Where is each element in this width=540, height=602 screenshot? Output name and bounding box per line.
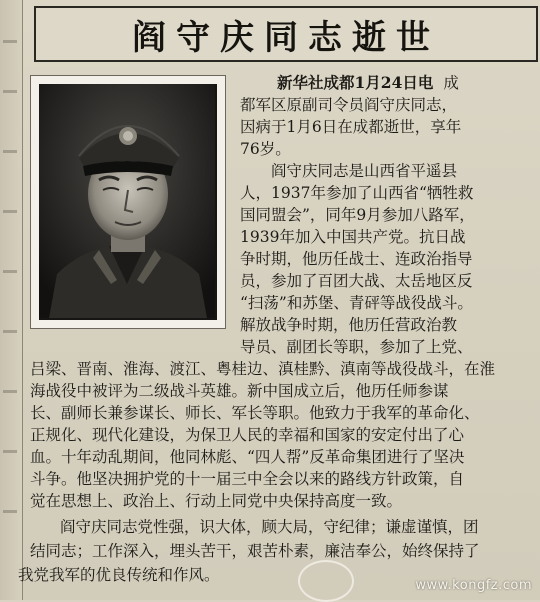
- body-line-13: 导员、副团长等职，参加了上党、: [240, 338, 473, 356]
- body-line-21: 阎守庆同志党性强，识大体，顾大局，守纪律；谦虚谨慎，团: [60, 518, 479, 536]
- body-line-1: 成: [443, 74, 459, 92]
- body-line-23: 我党我军的优良传统和作风。: [18, 566, 220, 584]
- body-line-9: 争时期，他历任战士、连政治指导: [240, 250, 473, 268]
- headline-frame: [34, 6, 538, 62]
- headline: 阎守庆同志逝世: [132, 17, 440, 58]
- watermark: www.kongfz.com: [415, 578, 532, 593]
- adjacent-column-edge: [0, 0, 23, 600]
- watermark-seal: [298, 560, 354, 602]
- body-line-14: 吕梁、晋南、淮海、渡江、粤桂边、滇桂黔、滇南等战役战斗，在淮: [30, 360, 496, 378]
- body-line-11: “扫荡”和苏堡、青砰等战役战斗。: [240, 294, 473, 312]
- body-line-3: 因病于1月6日在成都逝世，享年: [240, 118, 462, 136]
- body-line-18: 血。十年动乱期间，他同林彪、“四人帮”反革命集团进行了坚决: [30, 448, 465, 466]
- body-line-16: 长、副师长兼参谋长、师长、军长等职。他致力于我军的革命化、: [30, 404, 480, 422]
- portrait-photo: [30, 75, 226, 329]
- body-line-10: 员，参加了百团大战、太岳地区反: [240, 272, 473, 290]
- body-line-12: 解放战争时期，他历任营政治教: [240, 316, 458, 334]
- portrait-image: [39, 84, 215, 318]
- body-line-20: 觉在思想上、政治上、行动上同党中央保持高度一致。: [30, 492, 403, 510]
- dateline: 新华社成都1月24日电: [277, 73, 434, 92]
- body-line-4: 76岁。: [240, 140, 291, 158]
- body-line-22: 结同志；工作深入，埋头苦干，艰苦朴素，廉洁奉公，始终保持了: [30, 542, 480, 560]
- body-line-19: 斗争。他坚决拥护党的十一届三中全会以来的路线方针政策，自: [30, 470, 465, 488]
- body-line-6: 人，1937年参加了山西省“牺牲救: [240, 184, 474, 202]
- body-line-8: 1939年加入中国共产党。抗日战: [240, 228, 466, 246]
- body-line-15: 海战役中被评为二级战斗英雄。新中国成立后，他历任师参谋: [30, 382, 449, 400]
- body-line-2: 都军区原副司令员阎守庆同志，: [240, 96, 458, 114]
- body-line-7: 国同盟会”，同年9月参加八路军，: [240, 206, 475, 224]
- body-line-17: 正规化、现代化建设，为保卫人民的幸福和国家的安定付出了心: [30, 426, 465, 444]
- body-line-5: 阎守庆同志是山西省平遥县: [271, 162, 458, 180]
